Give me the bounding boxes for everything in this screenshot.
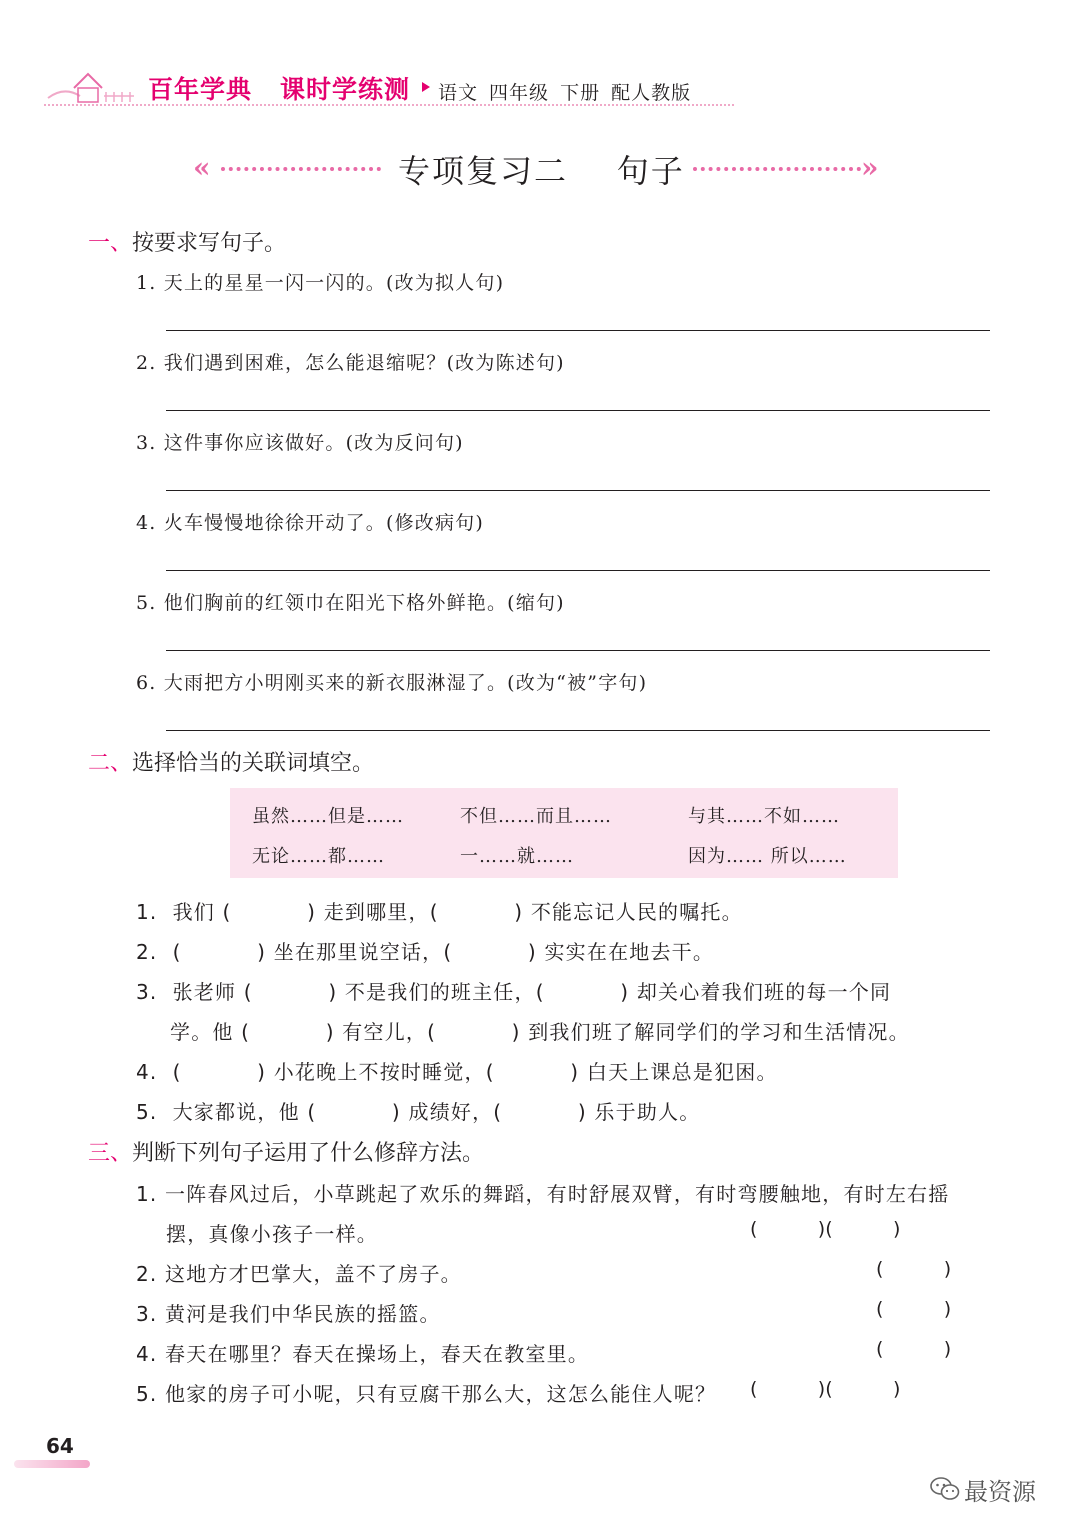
question-3-1: 1. 一阵春风过后，小草跳起了欢乐的舞蹈，有时舒展双臂，有时弯腰触地，有时左右摇 (136, 1182, 950, 1206)
question-3-3: 3. 黄河是我们中华民族的摇篮。 (136, 1302, 441, 1326)
section-heading-2: 二、选择恰当的关联词填空。 (88, 751, 375, 776)
header-divider (44, 104, 734, 106)
answer-line[interactable] (166, 650, 990, 651)
double-chevron-right-icon: » (861, 151, 879, 184)
title-dots-right (693, 167, 861, 171)
watermark-text: 最资源 (964, 1478, 1036, 1506)
question-2-2: 2. ( ) 坐在那里说空话，( ) 实实在在地去干。 (136, 940, 715, 964)
arrow-icon (422, 82, 430, 92)
house-icon (44, 66, 140, 106)
question-1-2: 2. 我们遇到困难，怎么能退缩呢？(改为陈述句) (136, 352, 565, 374)
answer-parens[interactable]: ( )( ) (750, 1378, 901, 1400)
page-title: 专项复习二 句子 (398, 152, 685, 190)
word-bank (230, 788, 898, 878)
page-number: 64 (46, 1434, 74, 1458)
wechat-icon (930, 1476, 960, 1502)
question-1-5: 5. 他们胸前的红领巾在阳光下格外鲜艳。(缩句) (136, 592, 565, 614)
question-1-6: 6. 大雨把方小明刚买来的新衣服淋湿了。(改为“被”字句) (136, 672, 648, 694)
answer-line[interactable] (166, 410, 990, 411)
word-option: 虽然……但是…… (252, 806, 404, 827)
answer-line[interactable] (166, 730, 990, 731)
word-option: 与其……不如…… (688, 806, 840, 827)
brand-name: 百年学典 (148, 75, 253, 104)
question-3-5: 5. 他家的房子可小呢，只有豆腐干那么大，这怎么能住人呢？ (136, 1382, 717, 1406)
series-name: 课时学练测 (280, 75, 411, 104)
title-row (193, 146, 893, 192)
answer-parens[interactable]: ( ) (876, 1298, 952, 1320)
question-2-5: 5. 大家都说，他 ( ) 成绩好，( ) 乐于助人。 (136, 1100, 701, 1124)
word-option: 因为…… 所以…… (688, 846, 847, 867)
question-1-4: 4. 火车慢慢地徐徐开动了。(修改病句) (136, 512, 484, 534)
question-1-3: 3. 这件事你应该做好。(改为反问句) (136, 432, 464, 454)
word-option: 一……就…… (460, 846, 574, 867)
page-number-bar (14, 1460, 90, 1468)
page-header (44, 62, 744, 112)
answer-parens[interactable]: ( ) (876, 1258, 952, 1280)
answer-parens[interactable]: ( )( ) (750, 1218, 901, 1240)
section-heading-1: 一、按要求写句子。 (88, 231, 287, 256)
double-chevron-left-icon: « (193, 151, 211, 184)
answer-line[interactable] (166, 490, 990, 491)
answer-line[interactable] (166, 330, 990, 331)
question-3-1-cont: 摆，真像小孩子一样。 (166, 1222, 378, 1246)
title-dots-left (221, 167, 381, 171)
question-1-1: 1. 天上的星星一闪一闪的。(改为拟人句) (136, 272, 505, 294)
answer-line[interactable] (166, 570, 990, 571)
book-info: 语文 四年级 下册 配人教版 (438, 82, 692, 104)
word-option: 无论……都…… (252, 846, 385, 867)
section-heading-3: 三、判断下列句子运用了什么修辞方法。 (88, 1141, 485, 1166)
question-2-1: 1. 我们 ( ) 走到哪里，( ) 不能忘记人民的嘱托。 (136, 900, 743, 924)
question-2-3: 3. 张老师 ( ) 不是我们的班主任，( ) 却关心着我们班的每一个同 (136, 980, 892, 1004)
word-option: 不但……而且…… (460, 806, 612, 827)
question-3-4: 4. 春天在哪里？春天在操场上，春天在教室里。 (136, 1342, 590, 1366)
question-2-4: 4. ( ) 小花晚上不按时睡觉，( ) 白天上课总是犯困。 (136, 1060, 778, 1084)
question-2-3-cont: 学。他 ( ) 有空儿，( ) 到我们班了解同学们的学习和生活情况。 (170, 1020, 910, 1044)
question-3-2: 2. 这地方才巴掌大，盖不了房子。 (136, 1262, 462, 1286)
answer-parens[interactable]: ( ) (876, 1338, 952, 1360)
